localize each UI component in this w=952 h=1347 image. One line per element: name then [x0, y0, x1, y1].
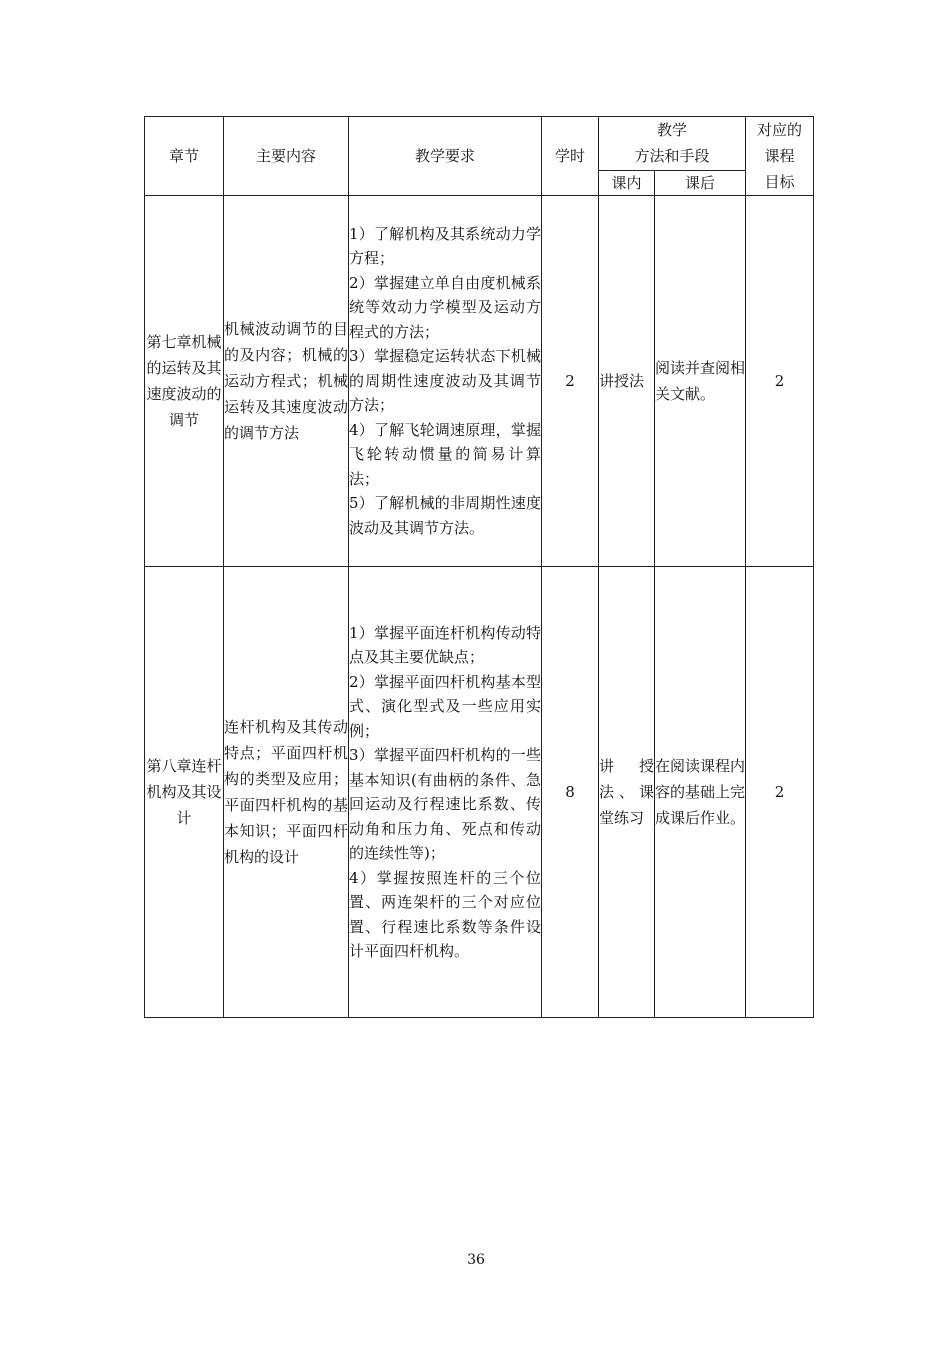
- requirement-item: 2）掌握平面四杆机构基本型式、演化型式及一些应用实例；: [349, 672, 541, 740]
- requirement-item: 1）掌握平面连杆机构传动特点及其主要优缺点；: [349, 623, 541, 666]
- in-class-method-cell: 讲授法: [599, 196, 655, 567]
- after-class-method-cell: 阅读并查阅相关文献。: [655, 196, 746, 567]
- in-class-method-cell: 讲授法、课堂练习: [599, 567, 655, 1018]
- header-row: [145, 117, 814, 171]
- header-method: [599, 117, 746, 171]
- requirements-cell: [349, 567, 542, 1018]
- header-after-class: 课后: [655, 170, 746, 195]
- header-hours: 学时: [542, 117, 599, 196]
- page-number: 36: [467, 1252, 485, 1268]
- header-objective-line1: 对应的: [757, 121, 803, 139]
- header-objective: [746, 117, 814, 196]
- header-objective-line3: 目标: [764, 173, 795, 191]
- header-in-class: 课内: [599, 170, 655, 195]
- objective-cell: 2: [746, 567, 814, 1018]
- table-row: [145, 567, 814, 1018]
- requirement-item: 1）了解机构及其系统动力学方程；: [349, 224, 541, 268]
- requirement-item: 2）掌握建立单自由度机械系统等效动力学模型及运动方程式的方法；: [349, 273, 541, 341]
- requirements-cell: [349, 196, 542, 567]
- content-cell: 机械波动调节的目的及内容；机械的运动方程式；机械运转及其速度波动的调节方法: [224, 196, 349, 567]
- header-method-line1: 教学: [657, 121, 688, 140]
- requirement-item: 4）掌握按照连杆的三个位置、两连架杆的三个对应位置、行程速比系数等条件设计平面四杆机构。: [349, 868, 541, 960]
- header-method-line2: 方法和手段: [634, 147, 710, 166]
- header-objective-line2: 课程: [764, 147, 795, 165]
- content-cell: 连杆机构及其传动特点；平面四杆机构的类型及应用；平面四杆机构的基本知识；平面四杆机构的设计: [224, 567, 349, 1018]
- syllabus-table: [144, 116, 814, 1018]
- hours-cell: 8: [542, 567, 599, 1018]
- hours-cell: 2: [542, 196, 599, 567]
- chapter-cell: 第八章连杆机构及其设计: [145, 567, 224, 1018]
- header-content: 主要内容: [224, 117, 349, 196]
- chapter-cell: 第七章机械的运转及其速度波动的调节: [145, 196, 224, 567]
- table-row: [145, 196, 814, 567]
- objective-cell: 2: [746, 196, 814, 567]
- after-class-method-cell: 在阅读课程内容的基础上完成课后作业。: [655, 567, 746, 1018]
- requirement-item: 3）掌握平面四杆机构的一些基本知识(有曲柄的条件、急回运动及行程速比系数、传动角和压力角、死点和传动的连续性等)；: [349, 746, 541, 862]
- header-chapter: 章节: [145, 117, 224, 196]
- requirement-item: 4）了解飞轮调速原理，掌握飞轮转动惯量的简易计算法；: [349, 420, 541, 488]
- header-requirements: 教学要求: [349, 117, 542, 196]
- requirement-item: 5）了解机械的非周期性速度波动及其调节方法。: [349, 494, 541, 537]
- requirement-item: 3）掌握稳定运转状态下机械的周期性速度波动及其调节方法；: [349, 347, 541, 415]
